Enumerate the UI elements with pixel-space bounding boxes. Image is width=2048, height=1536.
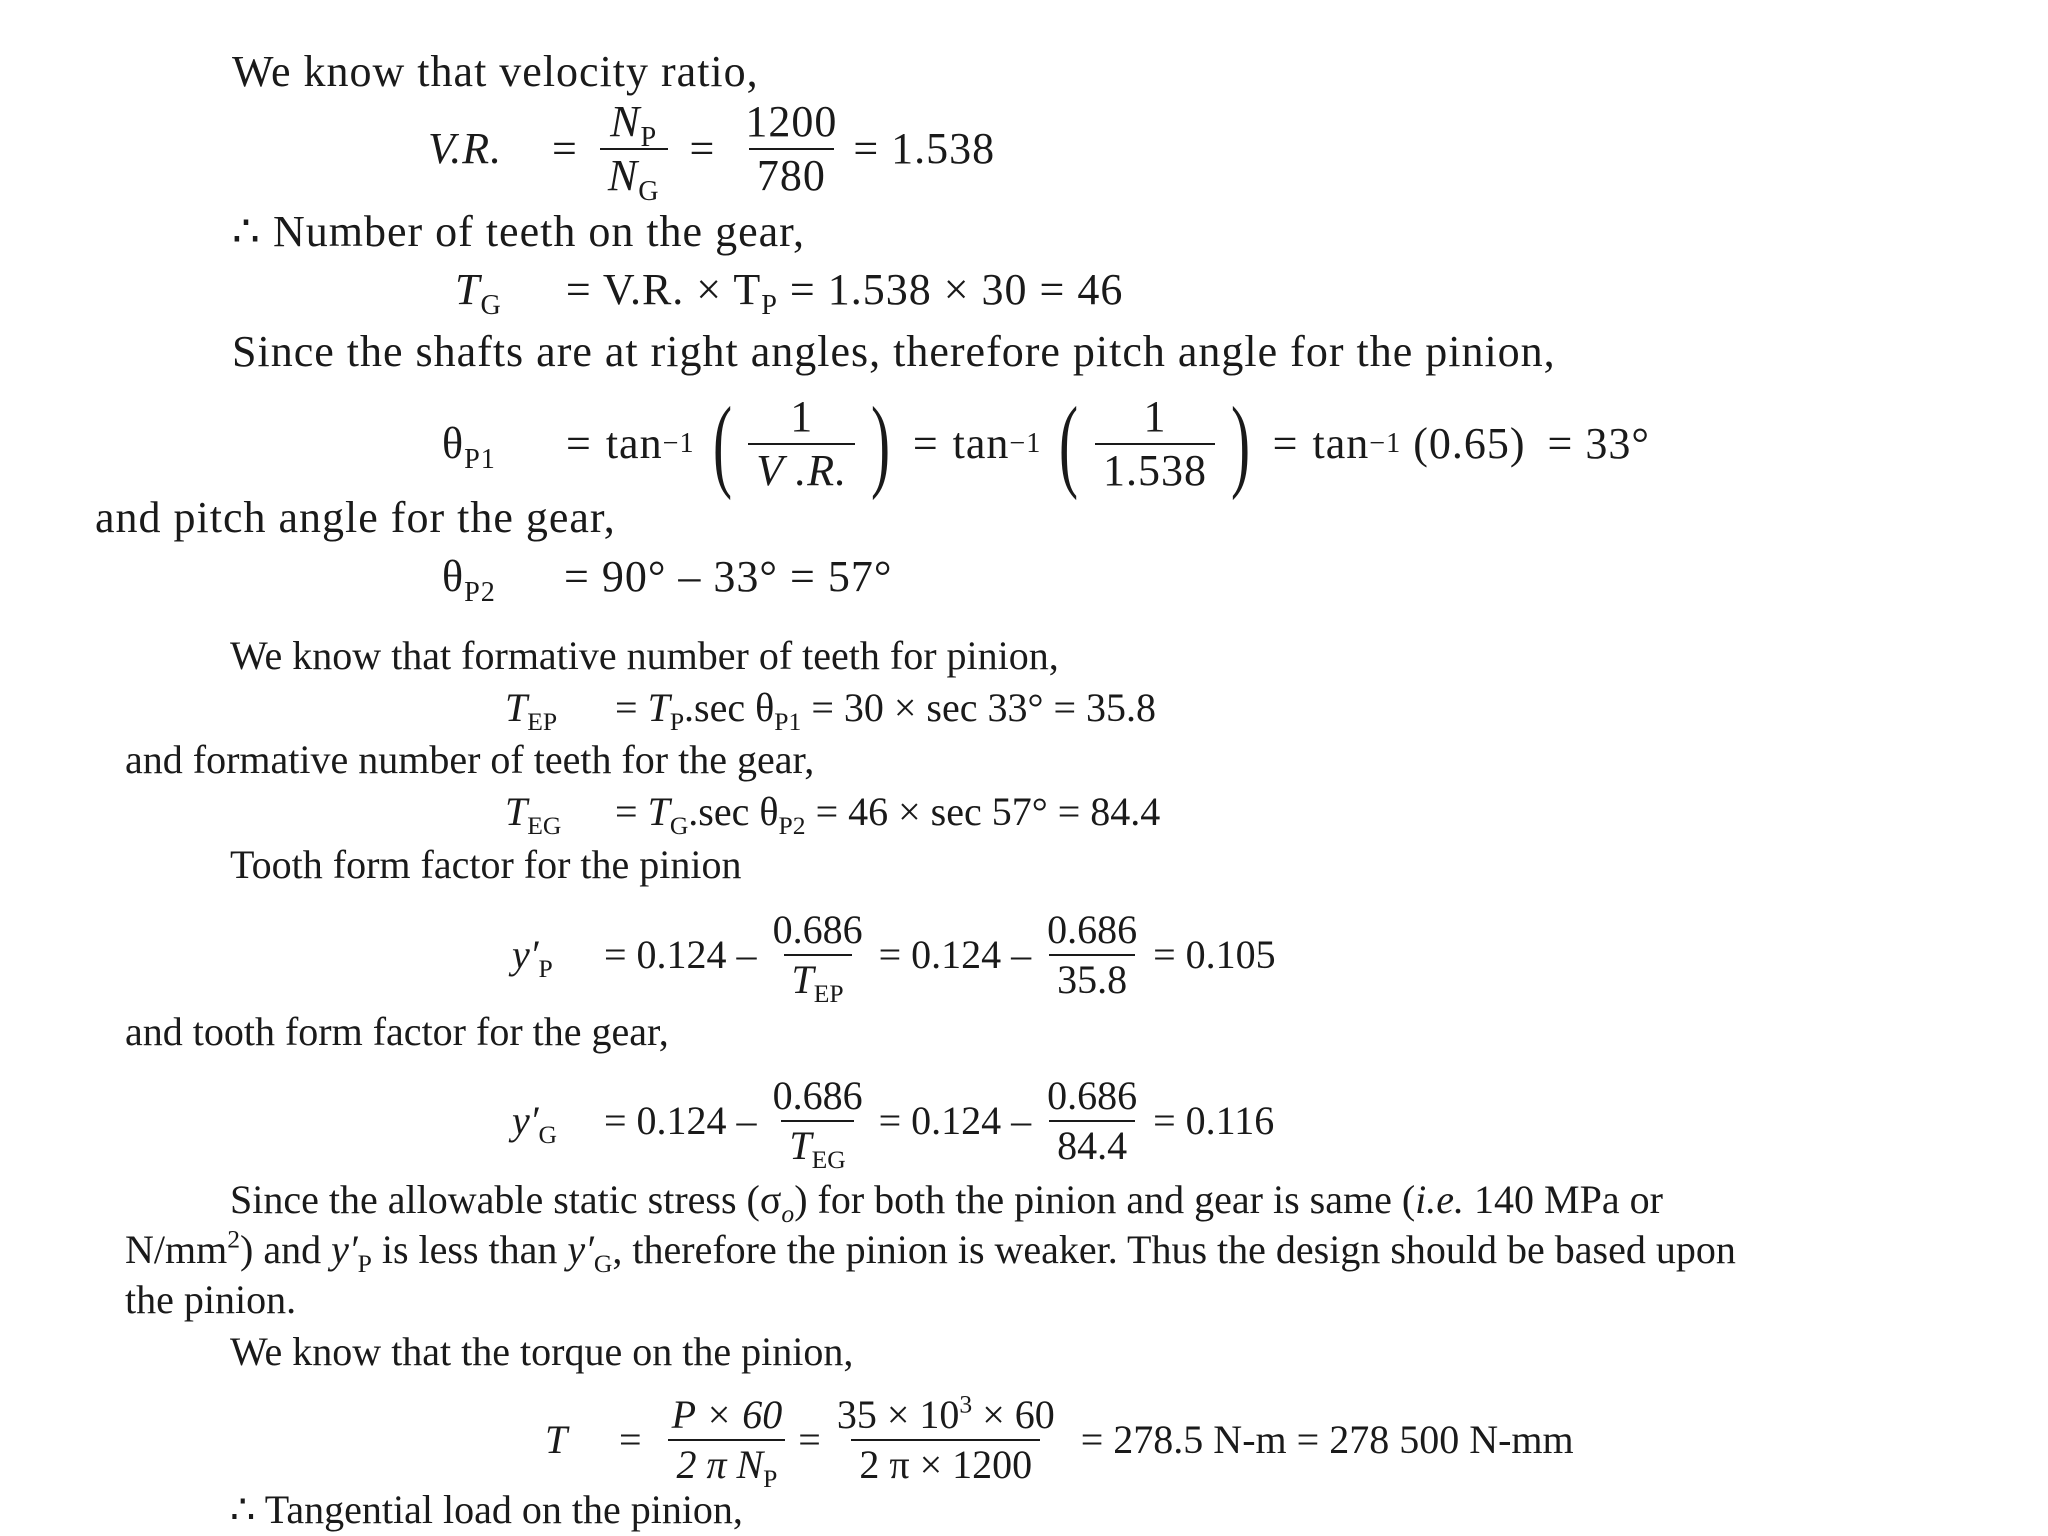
equation-form-factor-pinion: $y'_P$ = 0.124 – $\frac{0.686}{T_{EP}}$ = 0.124 – $\frac{0.686}{35.8}$ = 0.105 (512, 907, 1276, 1008)
text-line: and pitch angle for the gear, (95, 493, 616, 542)
equation-teeth-gear: $T_G = V.R$. × $T_P = 1.538 \times 30 = 46$ (455, 265, 1124, 321)
paragraph-line: the pinion. (125, 1277, 297, 1322)
paragraph-line: Since the allowable static stress $(\sigma_o)$ for both the pinion and gear is same (i.e. 140 MPa or (230, 1177, 1663, 1228)
text-line: and formative number of teeth for the gear, (125, 737, 815, 782)
text-line: and tooth form factor for the gear, (125, 1009, 669, 1054)
text-line: Since the shafts are at right angles, therefore pitch angle for the pinion, (232, 327, 1556, 376)
equation-form-factor-gear: $y'_G$ = 0.124 – $\frac{0.686}{T_{EG}}$ = 0.124 – $\frac{0.686}{84.4}$ = 0.116 (512, 1073, 1275, 1174)
text-line: We know that the torque on the pinion, (230, 1329, 854, 1374)
text-line: ∴ Number of teeth on the gear, (232, 207, 806, 256)
equation-pitch-angle-pinion: $\theta_{P1}$ = tan −1 ( $\frac{1}{V .R.}$ ) = tan −1 ( $\frac{1}{1.538}$ ) = tan −1 (0.65) = 33° (442, 386, 1650, 501)
equation-formative-gear: $T_{EG} = T_G.\sec$ $\theta_{P2} = 46 \times \sec 57^\circ = 84.4$ (505, 789, 1161, 840)
equation-velocity-ratio: V.R. = $\frac{N_P}{N_G}$ = $\frac{1200}{780}$ = 1.538 (428, 97, 996, 207)
text-line: We know that velocity ratio, (232, 47, 759, 96)
paragraph-line: $N/mm^2$) and $y'_P$ is less than $y'_G$, therefore the pinion is weaker. Thus the design should be based upon (125, 1224, 1736, 1278)
equation-formative-pinion: $T_{EP} = T_P.\sec$ $\theta_{P1} = 30 \times \sec 33^\circ = 35.8$ (505, 685, 1157, 736)
equation-pitch-angle-gear: $\theta_{P2} = 90^\circ - 33^\circ = 57^\circ$ (442, 552, 893, 608)
text-line: ∴ Tangential load on the pinion, (230, 1487, 743, 1532)
text-line: We know that formative number of teeth for pinion, (230, 633, 1059, 678)
equation-torque: T = $\frac{P \times 60}{2 \pi N_P}$ = $\frac{35 \times 10^3 \times 60}{2 \pi \times 1200}$ = 278.5 N-m = 278 500 N-mm (545, 1389, 1574, 1493)
text-line: Tooth form factor for the pinion (230, 842, 742, 887)
